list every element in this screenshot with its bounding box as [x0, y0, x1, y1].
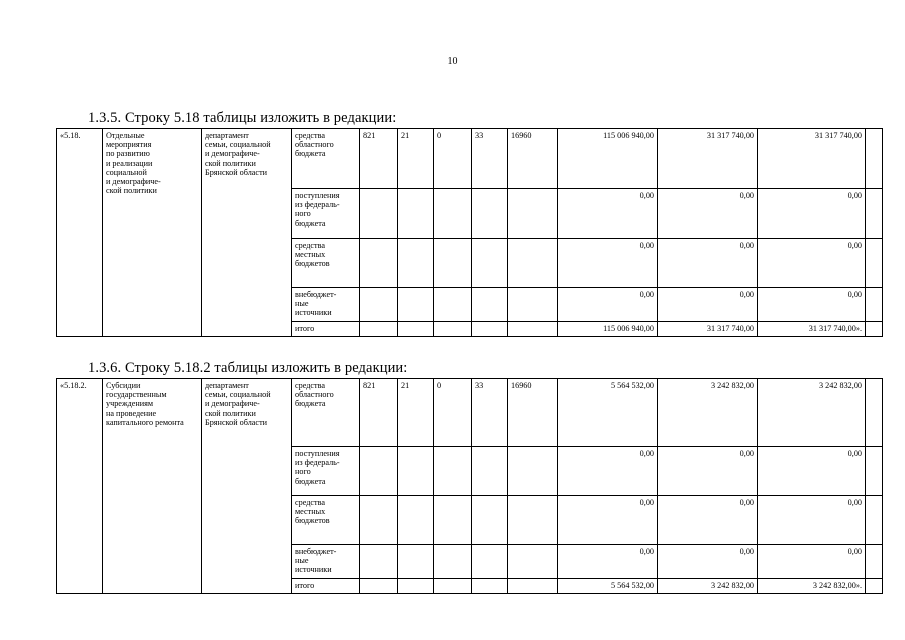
empty-cell [866, 379, 883, 447]
kbk-rz-cell: 21 [398, 129, 434, 189]
kbk-pr-cell [434, 239, 472, 288]
kbk-vr-cell [508, 447, 558, 496]
sum-total-cell: 5 564 532,00 [558, 379, 658, 447]
section-heading-1-3-6: 1.3.6. Строку 5.18.2 таблицы изложить в редакции: [88, 360, 408, 376]
funding-source: итого [292, 322, 360, 337]
sum-year-1-cell: 0,00 [658, 545, 758, 579]
kbk-gr-cell [360, 239, 398, 288]
sum-total-cell: 0,00 [558, 189, 658, 239]
kbk-rz-cell [398, 288, 434, 322]
sum-total-cell: 115 006 940,00 [558, 129, 658, 189]
kbk-pr-cell [434, 322, 472, 337]
funding-source: итого [292, 579, 360, 594]
sum-total-cell: 0,00 [558, 239, 658, 288]
kbk-vr-cell: 16960 [508, 379, 558, 447]
funding-source: средства местных бюджетов [292, 239, 360, 288]
table-row [57, 379, 883, 447]
sum-year-1-cell: 0,00 [658, 189, 758, 239]
kbk-cs-cell [472, 288, 508, 322]
event-name: Отдельные мероприятия по развитию и реализации социальной и демографиче- ской политики [103, 129, 202, 337]
kbk-rz-cell [398, 239, 434, 288]
kbk-gr-cell [360, 496, 398, 545]
responsible-executor: департамент семьи, социальной и демографиче- ской политики Брянской области [202, 129, 292, 337]
event-name: Субсидии государственным учреждениям на проведение капитального ремонта [103, 379, 202, 594]
sum-year-2-cell: 31 317 740,00». [758, 322, 866, 337]
kbk-gr-cell [360, 447, 398, 496]
kbk-pr-cell [434, 447, 472, 496]
kbk-vr-cell [508, 545, 558, 579]
sum-total-cell: 5 564 532,00 [558, 579, 658, 594]
row-number: «5.18.2. [57, 379, 103, 594]
kbk-cs-cell [472, 322, 508, 337]
empty-cell [866, 239, 883, 288]
sum-year-1-cell: 0,00 [658, 239, 758, 288]
sum-year-1-cell: 3 242 832,00 [658, 379, 758, 447]
sum-year-2-cell: 0,00 [758, 239, 866, 288]
empty-cell [866, 545, 883, 579]
kbk-cs-cell: 33 [472, 379, 508, 447]
kbk-gr-cell [360, 322, 398, 337]
kbk-vr-cell [508, 288, 558, 322]
kbk-cs-cell [472, 189, 508, 239]
sum-year-2-cell: 3 242 832,00 [758, 379, 866, 447]
kbk-pr-cell: 0 [434, 129, 472, 189]
funding-source: поступления из федераль- ного бюджета [292, 447, 360, 496]
kbk-rz-cell: 21 [398, 379, 434, 447]
empty-cell [866, 579, 883, 594]
kbk-cs-cell [472, 496, 508, 545]
page-number: 10 [447, 56, 458, 67]
kbk-vr-cell: 16960 [508, 129, 558, 189]
sum-year-2-cell: 0,00 [758, 496, 866, 545]
kbk-rz-cell [398, 579, 434, 594]
sum-year-1-cell: 3 242 832,00 [658, 579, 758, 594]
funding-source: средства областного бюджета [292, 379, 360, 447]
table-row [57, 129, 883, 189]
row-number: «5.18. [57, 129, 103, 337]
sum-year-2-cell: 0,00 [758, 288, 866, 322]
sum-year-2-cell: 31 317 740,00 [758, 129, 866, 189]
budget-table-5-18 [56, 128, 883, 337]
kbk-pr-cell [434, 189, 472, 239]
kbk-gr-cell: 821 [360, 379, 398, 447]
kbk-pr-cell [434, 496, 472, 545]
empty-cell [866, 496, 883, 545]
sum-year-1-cell: 0,00 [658, 496, 758, 545]
kbk-rz-cell [398, 447, 434, 496]
kbk-vr-cell [508, 239, 558, 288]
responsible-executor: департамент семьи, социальной и демографиче- ской политики Брянской области [202, 379, 292, 594]
funding-source: средства местных бюджетов [292, 496, 360, 545]
sum-total-cell: 0,00 [558, 288, 658, 322]
sum-year-1-cell: 31 317 740,00 [658, 322, 758, 337]
funding-source: внебюджет- ные источники [292, 288, 360, 322]
kbk-vr-cell [508, 189, 558, 239]
kbk-cs-cell [472, 447, 508, 496]
sum-year-1-cell: 0,00 [658, 288, 758, 322]
sum-total-cell: 0,00 [558, 496, 658, 545]
sum-year-1-cell: 31 317 740,00 [658, 129, 758, 189]
kbk-vr-cell [508, 496, 558, 545]
kbk-pr-cell [434, 545, 472, 579]
empty-cell [866, 447, 883, 496]
kbk-vr-cell [508, 322, 558, 337]
kbk-cs-cell [472, 545, 508, 579]
kbk-rz-cell [398, 545, 434, 579]
funding-source: средства областного бюджета [292, 129, 360, 189]
kbk-rz-cell [398, 496, 434, 545]
section-heading-1-3-5: 1.3.5. Строку 5.18 таблицы изложить в редакции: [88, 110, 397, 126]
kbk-pr-cell [434, 579, 472, 594]
empty-cell [866, 322, 883, 337]
kbk-rz-cell [398, 189, 434, 239]
kbk-pr-cell [434, 288, 472, 322]
funding-source: внебюджет- ные источники [292, 545, 360, 579]
sum-total-cell: 0,00 [558, 545, 658, 579]
kbk-rz-cell [398, 322, 434, 337]
sum-year-2-cell: 0,00 [758, 447, 866, 496]
kbk-gr-cell: 821 [360, 129, 398, 189]
kbk-gr-cell [360, 579, 398, 594]
empty-cell [866, 129, 883, 189]
sum-total-cell: 115 006 940,00 [558, 322, 658, 337]
kbk-gr-cell [360, 545, 398, 579]
budget-table-5-18-2 [56, 378, 883, 594]
sum-year-2-cell: 3 242 832,00». [758, 579, 866, 594]
sum-total-cell: 0,00 [558, 447, 658, 496]
empty-cell [866, 189, 883, 239]
sum-year-2-cell: 0,00 [758, 189, 866, 239]
sum-year-1-cell: 0,00 [658, 447, 758, 496]
kbk-cs-cell [472, 579, 508, 594]
kbk-pr-cell: 0 [434, 379, 472, 447]
kbk-cs-cell [472, 239, 508, 288]
kbk-gr-cell [360, 288, 398, 322]
funding-source: поступления из федераль- ного бюджета [292, 189, 360, 239]
empty-cell [866, 288, 883, 322]
kbk-gr-cell [360, 189, 398, 239]
kbk-cs-cell: 33 [472, 129, 508, 189]
kbk-vr-cell [508, 579, 558, 594]
sum-year-2-cell: 0,00 [758, 545, 866, 579]
